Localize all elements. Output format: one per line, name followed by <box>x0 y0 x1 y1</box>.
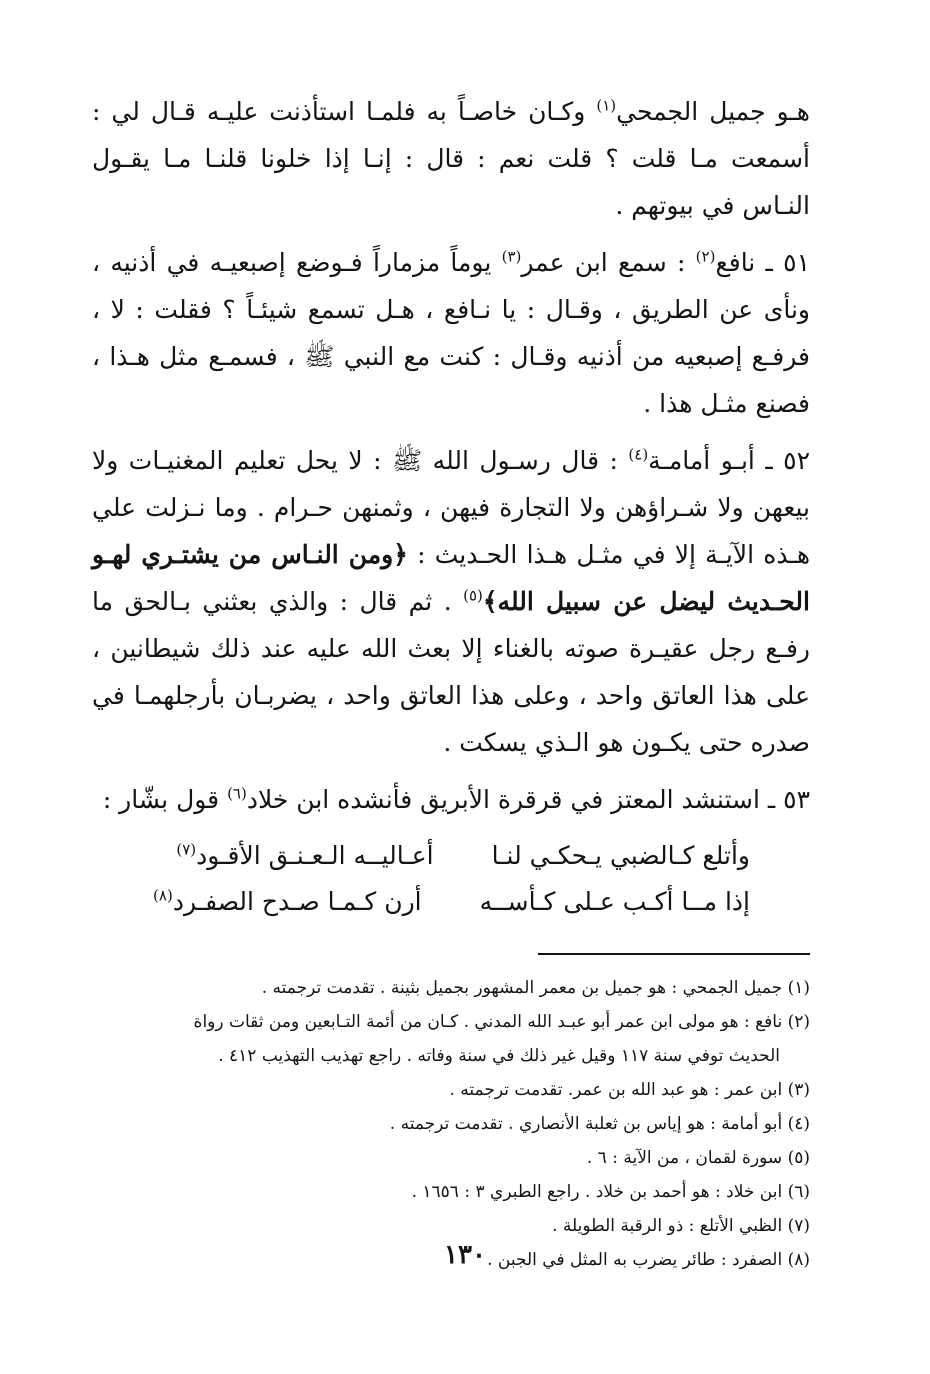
footnote-2-continued: الحديث توفي سنة ١١٧ وقيل غير ذلك في سنة وفاته . راجع تهذيب التهذيب ٤١٢ . <box>218 1046 780 1066</box>
footnotes <box>92 971 810 1277</box>
paragraph-intro <box>92 88 810 229</box>
footnote-5: (٥) سورة لقمان ، من الآية : ٦ . <box>586 1148 810 1168</box>
footnote-ref[interactable]: (٥) <box>463 586 483 605</box>
poem-hemistich-second <box>153 879 422 925</box>
poem-hemistich-second <box>176 833 433 879</box>
footnote-ref[interactable]: (٢) <box>695 247 716 266</box>
footnote-2: (٢) نافع : هو مولى ابن عمر أبو عبـد الله المدني . كـان من أئمة التـابعين ومن ثقات رواة <box>193 1012 810 1032</box>
poem-hemistich-first: إذا مــا أكـب عـلى كـأســه <box>479 887 750 916</box>
paragraph-text: وكـان خاصـاً به فلمـا استأذنت عليـه قـال لي : أسمعت مـا قلت ؟ قلت نعم : قال : إنـا إذا خلونا قلنـا مـا يقـول النـاس في بيوتهم . <box>92 97 810 220</box>
paragraph-lead: ٥٣ ـ استنشد المعتز في قرقرة الأبريق فأنشده ابن خلاد <box>246 785 810 814</box>
paragraph-lead: ٥١ ـ نافع <box>715 248 810 277</box>
paragraph-text: : سمع ابن عمر <box>521 248 696 277</box>
paragraph-52 <box>92 437 810 766</box>
footnote-4: (٤) أبو أمامة : هو إياس بن ثعلبة الأنصاري . تقدمت ترجمته . <box>389 1114 810 1134</box>
footnote-ref[interactable]: (٧) <box>176 840 197 859</box>
paragraph-text: هـو جميل الجمحي <box>616 97 810 126</box>
poem <box>92 833 810 925</box>
poem-hemistich-first: وأتلع كـالضبي يـحكـي لنـا <box>491 841 750 870</box>
poem-hemistich-text: أرن كـمـا صـدح الصفـرد <box>172 887 422 916</box>
paragraph-text: يوماً مزماراً فـوضع إصبعيـه في أذنيه ، ونأى عن الطريق ، وقـال : يا نـافع ، هـل تسمع شيئـاً ؟ فقلت : لا ، فرفـع إصبعيه من أذنيه وقـال : كنت مع النبي ﷺ ، فسمـع مثل هـذا ، فصنع مثـل هذا . <box>92 248 810 418</box>
footnote-3: (٣) ابن عمر : هو عبد الله بن عمر. تقدمت ترجمته . <box>449 1080 810 1100</box>
footnote-ref[interactable]: (٨) <box>153 886 173 905</box>
footnote-ref[interactable]: (١) <box>596 96 617 115</box>
paragraph-text: : قال رسـول الله ﷺ : لا يحل تعليم المغنيـات ولا بيعهن ولا شـراؤهن ولا التجارة فيهن ، وثمنهن حـرام . وما نـزلت علي هـذه الآيـة إلا في مثـل هـذا الحـديث : <box>92 446 810 569</box>
paragraph-text: . ثم قال : والذي بعثني بـالحق ما رفـع رجل عقيـرة صوته بالغناء إلا بعث الله عليه عند ذلك شيطانين ، على هذا العاتق واحد ، وعلى هذا العاتق واحد ، يضربـان بأرجلهمـا في صدره حتى يكـون هو الـذي يسكت . <box>92 587 810 757</box>
paragraph-53 <box>92 776 810 823</box>
paragraph-51 <box>92 239 810 427</box>
footnote-separator <box>538 953 810 955</box>
footnote-6: (٦) ابن خلاد : هو أحمد بن خلاد . راجع الطبري ٣ : ١٦٥٦ . <box>411 1182 810 1202</box>
poem-hemistich-text: أعـاليــه الـعـنـق الأقـود <box>196 841 434 870</box>
footnote-ref[interactable]: (٣) <box>501 247 522 266</box>
footnote-1: (١) جميل الجمحي : هو جميل بن معمر المشهور بجميل بثينة . تقدمت ترجمته . <box>261 978 810 998</box>
poem-line <box>92 879 750 925</box>
footnote-ref[interactable]: (٤) <box>628 445 649 464</box>
footnote-ref[interactable]: (٦) <box>227 784 247 803</box>
footnote-7: (٧) الظبي الأتلع : ذو الرقبة الطويلة . <box>552 1216 810 1236</box>
footnote-8: (٨) الصفرد : طائر يضرب به المثل في الجبن . <box>487 1250 810 1270</box>
page-content <box>92 88 810 1277</box>
paragraph-lead: ٥٢ ـ أبـو أمامـة <box>648 446 810 475</box>
paragraph-text: قول بشّار : <box>102 785 228 814</box>
poem-line <box>92 833 750 879</box>
page-number: ١٣٠ <box>444 1240 486 1270</box>
quran-quote: ﴿ومن النـاس من يشتـري لهـو الحـديث ليضل عن سبيل الله﴾ <box>92 540 810 616</box>
